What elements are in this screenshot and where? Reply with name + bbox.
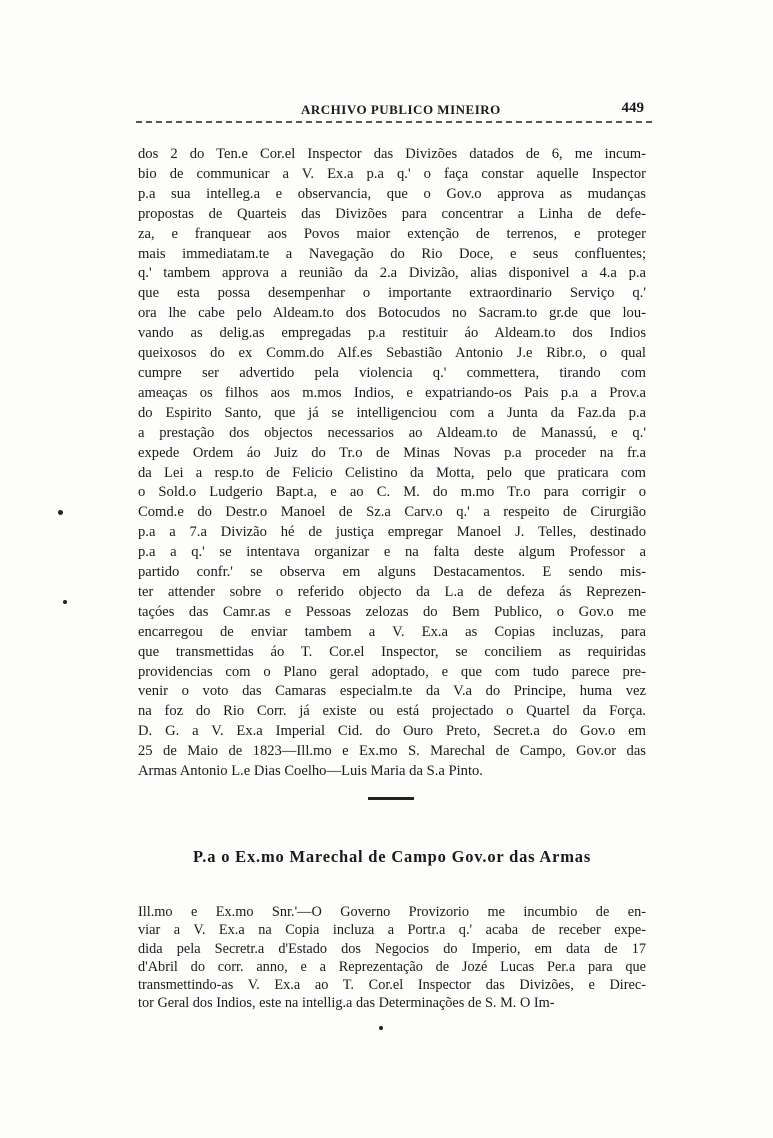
running-header [136,100,652,122]
text-line: da Lei a resp.to de Felicio Celistino da Motta, pelo que praticara com [138,464,646,481]
text-line: ameaças os filhos aos m.mos Indios, e expatriando-os Pais p.a a Prov.a [138,384,646,401]
text-line: dida pela Secretr.a d'Estado dos Negocios do Imperio, em data de 17 [138,940,646,957]
text-line: cumpre ser advertido pela violencia q.' commettera, tirando com [138,364,646,381]
text-line: transmettindo-as V. Ex.a ao T. Cor.el Inspector das Divizões, e Direc- [138,977,646,994]
body-paragraph [138,145,646,782]
text-line: 25 de Maio de 1823—Ill.mo e Ex.mo S. Marechal de Campo, Gov.or das [138,743,646,760]
text-line: tor Geral dos Indios, este na intellig.a das Determinações de S. M. O Im- [138,995,555,1012]
section-heading: P.a o Ex.mo Marechal de Campo Gov.or das Armas [192,847,592,866]
text-line: Ill.mo e Ex.mo Snr.'—O Governo Provizorio me incumbio de en- [138,904,646,920]
text-line: Armas Antonio L.e Dias Coelho—Luis Maria da S.a Pinto. [138,763,483,780]
text-line: ora lhe cabe pelo Aldeam.to dos Botocudos no Sacram.to gr.de que lou- [138,305,646,322]
text-line: que transmettidas áo T. Cor.el Inspector, se conciliem as requiridas [138,643,646,660]
text-line: p.a sua intelleg.a e observancia, que o Gov.o approva as mudanças [138,185,646,202]
text-line: na foz do Rio Corr. já existe ou está projectado o Quartel da Força. [138,703,646,720]
text-line: a prestação dos objectos necessarios ao Aldeam.to de Manassú, e q.' [138,424,646,441]
text-line: queixosos do ex Comm.do Alf.es Sebastião Antonio J.e Ribr.o, o qual [138,345,646,362]
page-number: 449 [621,100,644,116]
text-line: bio de communicar a V. Ex.a p.a q.' o faça constar aquelle Inspector [138,165,646,182]
text-line: vando as delig.as empregadas p.a restituir áo Aldeam.to dos Indios [138,325,646,342]
text-line: expede Ordem áo Juiz do Tr.o de Minas Novas p.a proceder na fr.a [138,444,646,461]
text-line: taçóes das Camr.as e Pessoas zelozas do Bem Publico, o Gov.o me [138,603,646,620]
page-mark [379,1026,383,1030]
text-line: partido confr.' se observa em alguns Destacamentos. E sendo mis- [138,564,646,581]
text-line: dos 2 do Ten.e Cor.el Inspector das Divizões datados de 6, me incum- [138,146,646,162]
text-line: Comd.e do Destr.o Manoel de Sz.a Carv.o q.' a respeito de Cirurgião [138,504,646,521]
text-line: do Espirito Santo, que já se intelligenciou com a Junta da Faz.da p.a [138,404,646,421]
text-line: venir o voto das Camaras especialm.te da V.a do Principe, huma vez [138,683,646,700]
text-line: viar a V. Ex.a na Copia incluza a Portr.a q.' acaba de receber expe- [138,922,646,939]
text-line: que esta possa desempenhar o importante extraordinario Serviço q.' [138,285,646,302]
text-line: encarregou de enviar tambem a V. Ex.a as Copias incluzas, para [138,623,646,640]
text-line: mais immediatam.te a Navegação do Rio Doce, e seus confluentes; [138,245,646,262]
text-line: za, e franquear aos Povos maior extenção de terrenos, e proteger [138,225,646,242]
text-line: propostas de Quarteis das Divizões para concentrar a Linha de defe- [138,205,646,222]
header-rule [136,121,652,123]
text-line: D. G. a V. Ex.a Imperial Cid. do Ouro Preto, Secret.a do Gov.o em [138,723,646,740]
margin-mark [63,600,67,604]
text-line: d'Abril do corr. anno, e a Reprezentação de Jozé Lucas Per.a para que [138,958,646,975]
text-line: providencias com o Plano geral adoptado, e que com tudo parece pre- [138,663,646,680]
section-divider [368,797,414,800]
text-line: o Sold.o Ludgerio Bapt.a, e ao C. M. do m.mo Tr.o para corrigir o [138,484,646,501]
text-line: ter attender sobre o referido objecto da L.a de defeza ás Reprezen- [138,583,646,600]
header-title: ARCHIVO PUBLICO MINEIRO [301,102,501,117]
text-line: p.a a 7.a Divizão hé de justiça empregar Manoel J. Telles, destinado [138,524,646,541]
margin-mark [58,510,63,515]
text-line: p.a a q.' se intentava organizar e na falta deste algum Professor a [138,544,646,561]
text-line: q.' tambem approva a reunião da 2.a Divizão, alias disponivel a 4.a p.a [138,265,646,282]
body-paragraph [138,903,646,1013]
